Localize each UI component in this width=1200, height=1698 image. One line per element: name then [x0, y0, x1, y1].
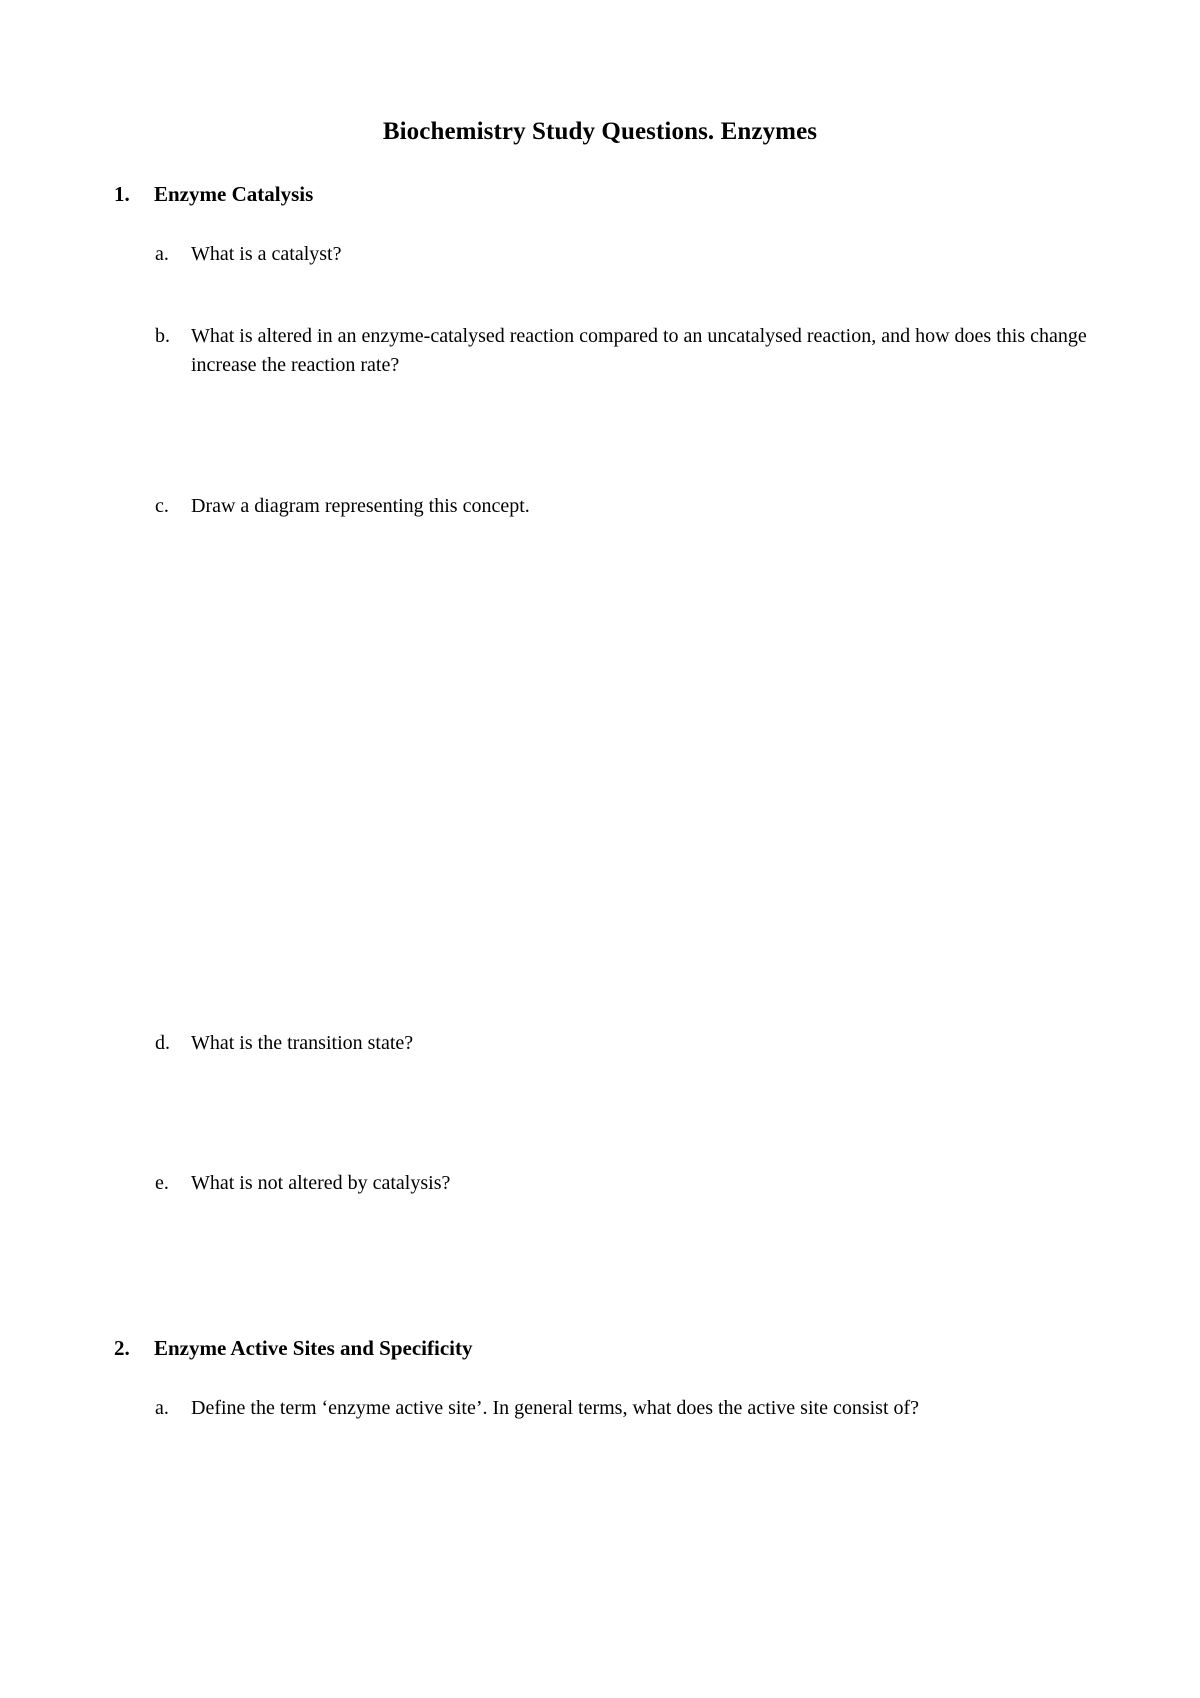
question-1d [155, 1029, 1095, 1058]
question-text: What is the transition state? [191, 1032, 414, 1054]
question-letter: a. [155, 243, 169, 265]
question-letter: b. [155, 325, 170, 347]
section-title: Enzyme Catalysis [154, 182, 314, 206]
question-text: What is not altered by catalysis? [191, 1172, 451, 1194]
question-1a [155, 240, 1095, 269]
question-text: Define the term ‘enzyme active site’. In general terms, what does the active site consist of? [191, 1397, 920, 1419]
question-letter: c. [155, 495, 169, 517]
question-letter: e. [155, 1172, 169, 1194]
question-1c [155, 492, 1095, 521]
question-text: What is altered in an enzyme-catalysed reaction compared to an uncatalysed reaction, and how does this change increase the reaction rate? [191, 325, 1087, 376]
question-2a [155, 1394, 1095, 1423]
question-letter: a. [155, 1397, 169, 1419]
section-heading-enzyme-catalysis [114, 180, 313, 208]
section-title: Enzyme Active Sites and Specificity [154, 1336, 473, 1360]
question-text: What is a catalyst? [191, 243, 342, 265]
section-number: 1. [114, 182, 130, 206]
question-text: Draw a diagram representing this concept. [191, 495, 530, 517]
question-1b [155, 322, 1095, 380]
section-heading-active-sites [114, 1334, 472, 1362]
document-title: Biochemistry Study Questions. Enzymes [382, 118, 818, 145]
section-number: 2. [114, 1336, 130, 1360]
question-1e [155, 1169, 1095, 1198]
question-letter: d. [155, 1032, 170, 1054]
